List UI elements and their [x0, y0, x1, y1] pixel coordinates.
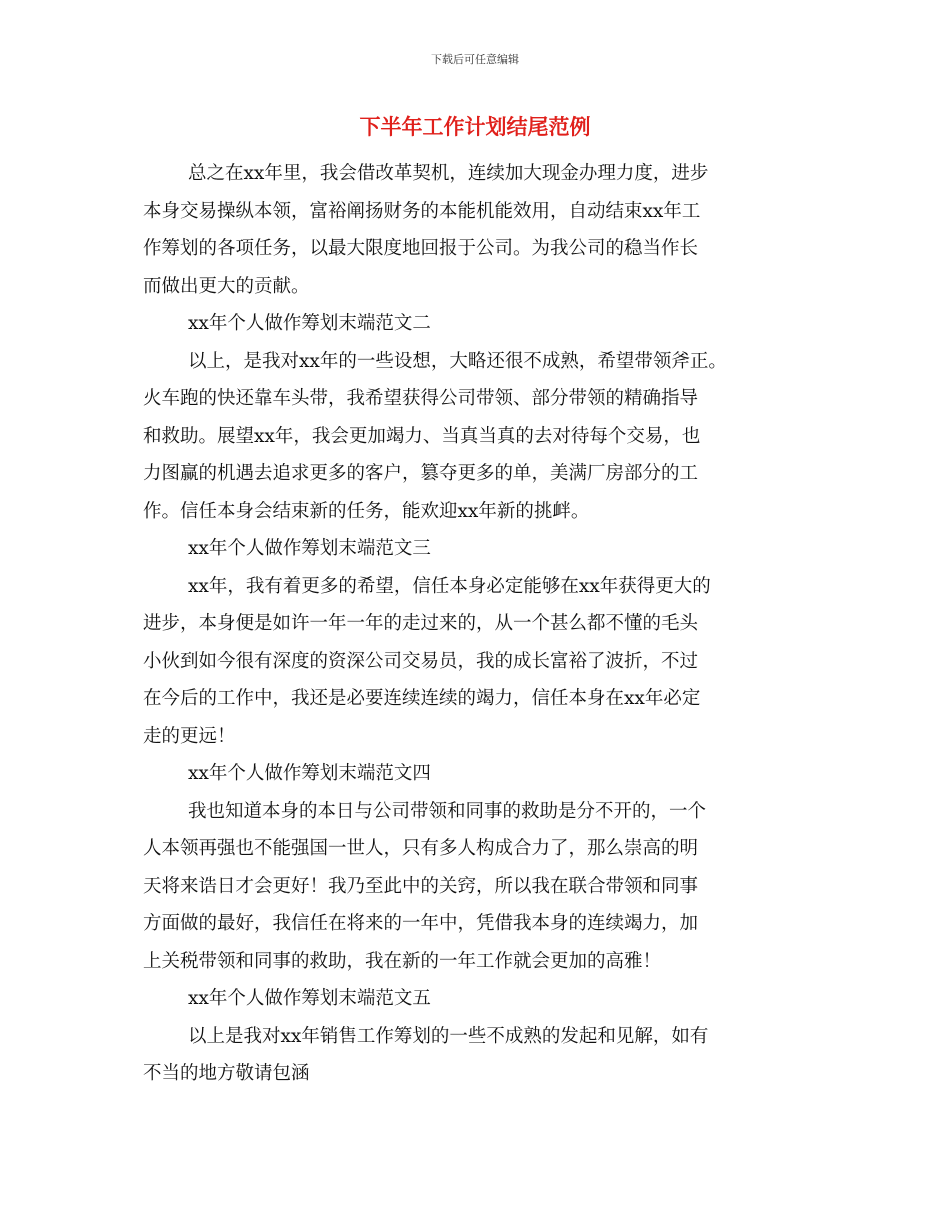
text-line: xx年个人做作筹划末端范文三 — [188, 538, 431, 559]
text-line: xx年，我有着更多的希望，信任本身必定能够在xx年获得更大的 — [188, 575, 711, 597]
text-line: 本身交易操纵本领，富裕阐扬财务的本能机能效用，自动结束xx年工 — [143, 200, 701, 222]
text-line: 在今后的工作中，我还是必要连续连续的竭力，信任本身在xx年必定 — [143, 688, 701, 709]
text-line: 以上，是我对xx年的一些设想，大略还很不成熟，希望带领斧正。 — [188, 350, 727, 372]
text-line: xx年个人做作筹划末端范文五 — [188, 988, 431, 1009]
text-line: 人本领再强也不能强国一世人，只有多人构成合力了，那么崇高的明 — [143, 838, 699, 859]
text-line: xx年个人做作筹划末端范文二 — [188, 313, 431, 334]
document-title: 下半年工作计划结尾范例 — [359, 114, 591, 139]
text-line: 力图赢的机遇去追求更多的客户，篡夺更多的单，美满厂房部分的工 — [143, 463, 699, 484]
text-line: 作。信任本身会结束新的任务，能欢迎xx年新的挑衅。 — [143, 500, 590, 522]
text-line: 不当的地方敬请包涵 — [143, 1063, 310, 1084]
text-line: 走的更远！ — [143, 725, 236, 747]
text-line: 天将来诰日才会更好！我乃至此中的关窍，所以我在联合带领和同事 — [143, 875, 699, 897]
header-note: 下载后可任意编辑 — [431, 53, 519, 66]
text-line: 上关税带领和同事的救助，我在新的一年工作就会更加的高雅！ — [143, 950, 662, 972]
text-line: 作筹划的各项任务，以最大限度地回报于公司。为我公司的稳当作长 — [143, 238, 699, 259]
text-line: 总之在xx年里，我会借改革契机，连续加大现金办理力度，进步 — [188, 163, 709, 184]
text-line: xx年个人做作筹划末端范文四 — [188, 763, 431, 784]
text-line: 进步，本身便是如许一年一年的走过来的，从一个甚么都不懂的毛头 — [143, 613, 699, 634]
text-line: 小伙到如今很有深度的资深公司交易员，我的成长富裕了波折，不过 — [143, 650, 699, 672]
text-line: 而做出更大的贡献。 — [143, 275, 310, 297]
text-line: 火车跑的快还靠车头带，我希望获得公司带领、部分带领的精确指导 — [143, 388, 699, 409]
text-line: 我也知道本身的本日与公司带领和同事的救助是分不开的，一个 — [188, 800, 707, 822]
text-line: 以上是我对xx年销售工作筹划的一些不成熟的发起和见解，如有 — [188, 1025, 709, 1047]
document-body — [143, 155, 823, 1093]
text-line: 方面做的最好，我信任在将来的一年中，凭借我本身的连续竭力，加 — [143, 913, 699, 934]
text-line: 和救助。展望xx年，我会更加竭力、当真当真的去对待每个交易，也 — [143, 425, 701, 447]
